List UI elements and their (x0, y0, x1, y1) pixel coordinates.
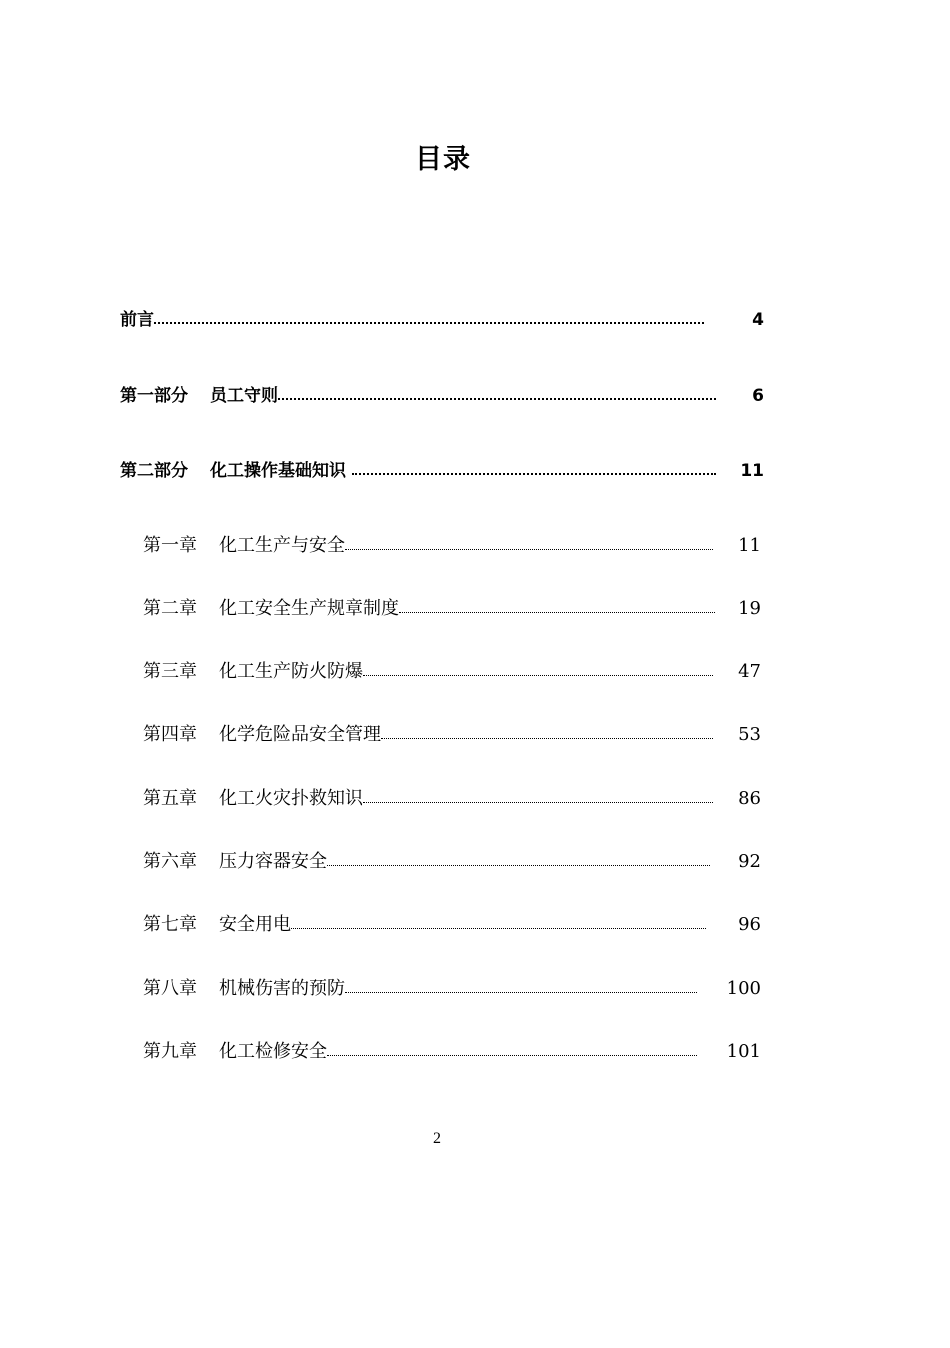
toc-dot-leader (327, 1039, 697, 1057)
toc-dot-leader (381, 722, 713, 740)
toc-entry-prefix: 第八章 (143, 978, 197, 999)
toc-entry-label (143, 594, 399, 620)
toc-entry-prefix: 第二章 (143, 598, 197, 619)
toc-entry-name: 化工火灾扑救知识 (219, 788, 363, 809)
page-title: 目录 (415, 144, 471, 175)
toc-entry-label (120, 456, 346, 481)
toc-dot-leader (399, 596, 715, 614)
toc-entry-chapter-4[interactable] (143, 720, 761, 746)
toc-entry-name: 机械伤害的预防 (219, 978, 345, 999)
toc-entry-prefix: 第九章 (143, 1041, 197, 1062)
toc-entry-label (143, 720, 381, 746)
toc-entry-label (143, 847, 327, 873)
toc-entry-prefix: 前言 (120, 310, 154, 330)
toc-entry-name: 化工操作基础知识 (210, 461, 346, 481)
toc-entry-label (143, 531, 345, 557)
toc-page-number: 47 (738, 661, 761, 682)
toc-page-number: 92 (738, 851, 761, 872)
toc-entry-name: 化工生产防火防爆 (219, 661, 363, 682)
toc-entry-part-1[interactable] (120, 381, 764, 406)
toc-page-number: 11 (740, 461, 764, 481)
toc-page-number: 6 (752, 386, 764, 406)
toc-page-number: 86 (738, 788, 761, 809)
toc-dot-leader (352, 459, 716, 476)
toc-entry-name: 化工生产与安全 (219, 535, 345, 556)
toc-entry-chapter-8[interactable] (143, 974, 761, 1000)
page-number: 2 (433, 1130, 441, 1147)
toc-dot-leader (345, 976, 697, 994)
toc-entry-prefix: 第六章 (143, 851, 197, 872)
toc-page-number: 4 (752, 310, 764, 330)
toc-page-number: 19 (738, 598, 761, 619)
toc-entry-name: 化工检修安全 (219, 1041, 327, 1062)
toc-entry-name: 安全用电 (219, 914, 291, 935)
toc-entry-chapter-7[interactable] (143, 910, 761, 936)
toc-entry-prefix: 第二部分 (120, 461, 188, 481)
toc-page-number: 100 (726, 978, 761, 999)
toc-entry-name: 压力容器安全 (219, 851, 327, 872)
toc-page-number: 101 (726, 1041, 761, 1062)
toc-page-number: 53 (738, 724, 761, 745)
toc-entry-name: 员工守则 (210, 386, 278, 406)
toc-entry-chapter-6[interactable] (143, 847, 761, 873)
toc-entry-chapter-2[interactable] (143, 594, 761, 620)
toc-entry-label (120, 381, 278, 406)
toc-entry-prefix: 第三章 (143, 661, 197, 682)
toc-entry-prefix: 第一章 (143, 535, 197, 556)
toc-entry-label (143, 1037, 327, 1063)
toc-dot-leader (278, 384, 716, 401)
toc-entry-label (143, 910, 291, 936)
toc-entry-chapter-3[interactable] (143, 657, 761, 683)
toc-dot-leader (327, 849, 710, 867)
toc-entry-part-2[interactable] (120, 456, 764, 481)
toc-entry-label (143, 974, 345, 1000)
toc-entry-preface[interactable] (120, 305, 764, 330)
toc-dot-leader (363, 659, 713, 677)
toc-entry-label (143, 657, 363, 683)
toc-dot-leader (154, 308, 704, 325)
toc-page-number: 11 (738, 535, 761, 556)
toc-entry-chapter-5[interactable] (143, 784, 761, 810)
toc-entry-prefix: 第五章 (143, 788, 197, 809)
toc-entry-chapter-9[interactable] (143, 1037, 761, 1063)
toc-page-number: 96 (738, 914, 761, 935)
toc-entry-label (143, 784, 363, 810)
toc-dot-leader (345, 533, 713, 551)
toc-entry-label (120, 305, 154, 330)
toc-entry-name: 化工安全生产规章制度 (219, 598, 399, 619)
toc-entry-name: 化学危险品安全管理 (219, 724, 381, 745)
toc-entry-prefix: 第七章 (143, 914, 197, 935)
toc-entry-prefix: 第四章 (143, 724, 197, 745)
toc-dot-leader (291, 912, 706, 930)
toc-entry-prefix: 第一部分 (120, 386, 188, 406)
toc-entry-chapter-1[interactable] (143, 531, 761, 557)
toc-dot-leader (363, 786, 713, 804)
